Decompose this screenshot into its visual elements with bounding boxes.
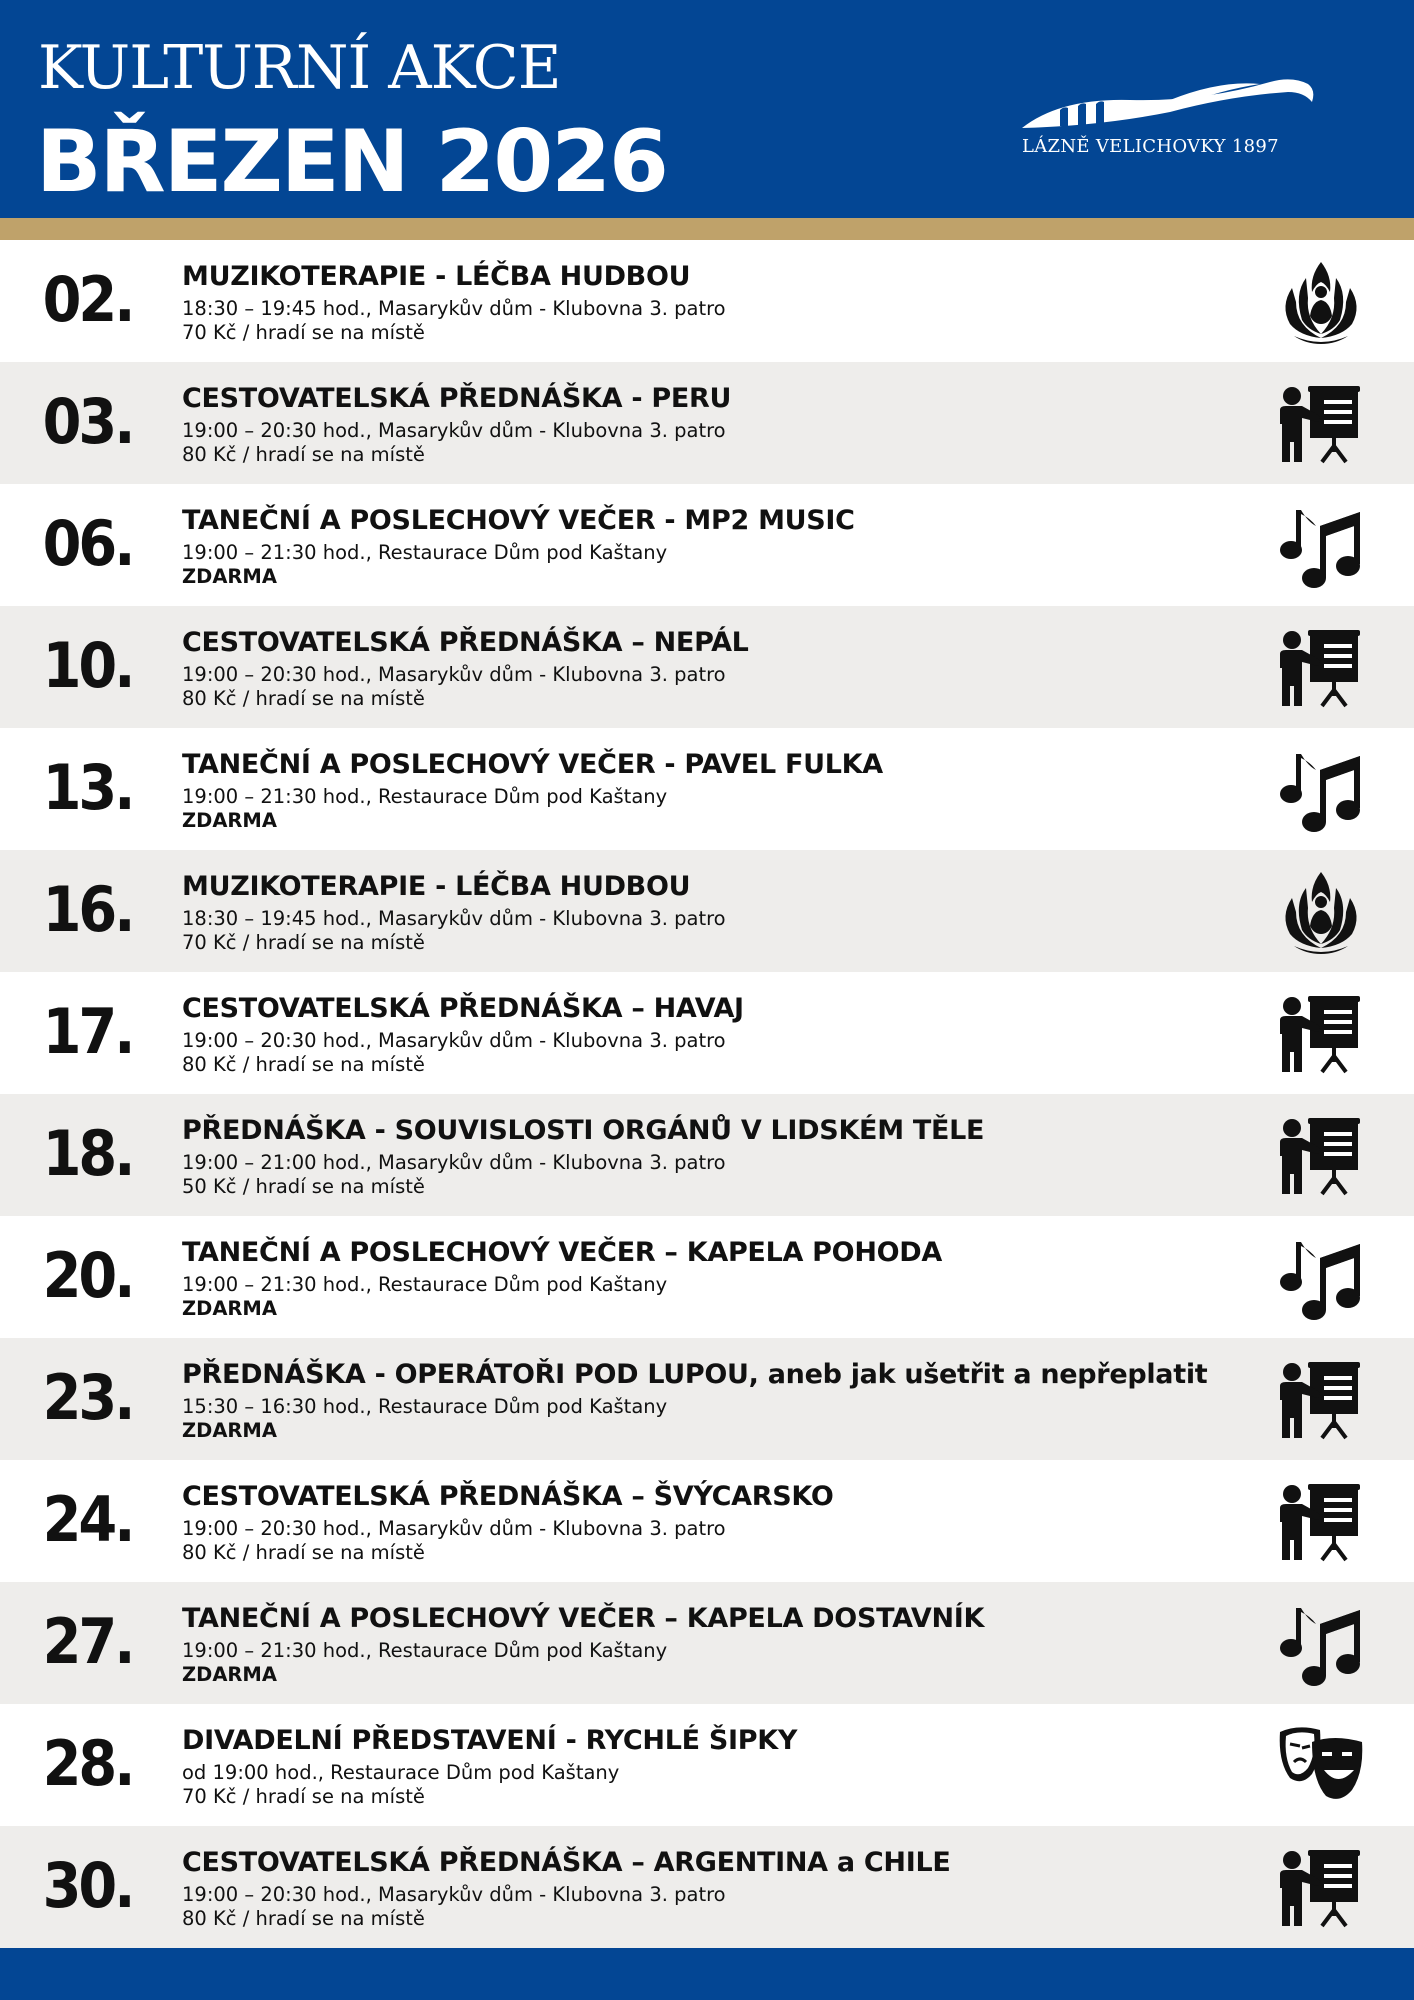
event-time-place: 19:00 – 20:30 hod., Masarykův dům - Klubovna 3. patro <box>182 663 726 686</box>
event-time-place: 19:00 – 21:30 hod., Restaurace Dům pod Kaštany <box>182 1639 668 1662</box>
event-price: 80 Kč / hradí se na místě <box>182 687 425 710</box>
event-price: 80 Kč / hradí se na místě <box>182 1053 425 1076</box>
event-row <box>0 1216 1414 1338</box>
event-title: TANEČNÍ A POSLECHOVÝ VEČER – KAPELA POHODA <box>182 1237 942 1268</box>
event-time-place: 19:00 – 21:30 hod., Restaurace Dům pod Kaštany <box>182 1273 668 1296</box>
event-row <box>0 362 1414 484</box>
lotus-meditation-icon <box>1276 868 1366 958</box>
event-price: 80 Kč / hradí se na místě <box>182 443 425 466</box>
event-title: PŘEDNÁŠKA - OPERÁTOŘI POD LUPOU, aneb jak ušetřit a nepřeplatit <box>182 1359 1208 1390</box>
event-price: ZDARMA <box>182 565 277 588</box>
presentation-icon <box>1276 1356 1366 1446</box>
event-title: CESTOVATELSKÁ PŘEDNÁŠKA – ARGENTINA a CHILE <box>182 1847 951 1878</box>
gold-divider <box>0 218 1414 240</box>
presentation-icon <box>1276 1112 1366 1202</box>
event-title: CESTOVATELSKÁ PŘEDNÁŠKA – HAVAJ <box>182 993 744 1024</box>
events-list <box>0 240 1414 1948</box>
music-notes-icon <box>1276 1600 1366 1690</box>
logo-waves-icon <box>1020 70 1320 134</box>
event-price: 70 Kč / hradí se na místě <box>182 321 425 344</box>
music-notes-icon <box>1276 746 1366 836</box>
music-notes-icon <box>1276 502 1366 592</box>
logo <box>1020 70 1320 170</box>
event-day: 18. <box>42 1117 133 1190</box>
event-time-place: 19:00 – 20:30 hod., Masarykův dům - Klubovna 3. patro <box>182 1517 726 1540</box>
event-price: 80 Kč / hradí se na místě <box>182 1541 425 1564</box>
event-day: 10. <box>42 629 133 702</box>
event-day: 03. <box>42 385 133 458</box>
event-row <box>0 1826 1414 1948</box>
event-day: 27. <box>42 1605 133 1678</box>
event-time-place: 19:00 – 21:30 hod., Restaurace Dům pod Kaštany <box>182 785 668 808</box>
event-title: CESTOVATELSKÁ PŘEDNÁŠKA – NEPÁL <box>182 627 749 658</box>
event-row <box>0 728 1414 850</box>
presentation-icon <box>1276 624 1366 714</box>
event-row <box>0 606 1414 728</box>
lotus-meditation-icon <box>1276 258 1366 348</box>
event-title: MUZIKOTERAPIE - LÉČBA HUDBOU <box>182 871 691 902</box>
event-price: ZDARMA <box>182 1663 277 1686</box>
event-row <box>0 1704 1414 1826</box>
event-row <box>0 1094 1414 1216</box>
event-title: TANEČNÍ A POSLECHOVÝ VEČER – KAPELA DOSTAVNÍK <box>182 1603 985 1634</box>
event-time-place: 19:00 – 21:30 hod., Restaurace Dům pod Kaštany <box>182 541 668 564</box>
event-price: 70 Kč / hradí se na místě <box>182 1785 425 1808</box>
event-row <box>0 1460 1414 1582</box>
event-time-place: 19:00 – 20:30 hod., Masarykův dům - Klubovna 3. patro <box>182 1883 726 1906</box>
theater-masks-icon <box>1276 1722 1366 1812</box>
event-time-place: 15:30 – 16:30 hod., Restaurace Dům pod Kaštany <box>182 1395 668 1418</box>
event-price: ZDARMA <box>182 809 277 832</box>
event-title: CESTOVATELSKÁ PŘEDNÁŠKA – ŠVÝCARSKO <box>182 1481 834 1512</box>
event-price: ZDARMA <box>182 1419 277 1442</box>
event-day: 28. <box>42 1727 133 1800</box>
event-day: 06. <box>42 507 133 580</box>
event-day: 17. <box>42 995 133 1068</box>
event-row <box>0 1582 1414 1704</box>
event-row <box>0 240 1414 362</box>
event-row <box>0 972 1414 1094</box>
event-price: 70 Kč / hradí se na místě <box>182 931 425 954</box>
event-time-place: 19:00 – 20:30 hod., Masarykův dům - Klubovna 3. patro <box>182 1029 726 1052</box>
page-title: BŘEZEN 2026 <box>36 112 667 212</box>
event-row <box>0 484 1414 606</box>
event-time-place: 19:00 – 21:00 hod., Masarykův dům - Klubovna 3. patro <box>182 1151 726 1174</box>
music-notes-icon <box>1276 1234 1366 1324</box>
event-title: MUZIKOTERAPIE - LÉČBA HUDBOU <box>182 261 691 292</box>
presentation-icon <box>1276 1844 1366 1934</box>
event-day: 02. <box>42 263 133 336</box>
event-title: TANEČNÍ A POSLECHOVÝ VEČER - PAVEL FULKA <box>182 749 883 780</box>
event-row <box>0 850 1414 972</box>
event-title: DIVADELNÍ PŘEDSTAVENÍ - RYCHLÉ ŠIPKY <box>182 1725 798 1756</box>
presentation-icon <box>1276 380 1366 470</box>
event-price: 50 Kč / hradí se na místě <box>182 1175 425 1198</box>
event-day: 24. <box>42 1483 133 1556</box>
event-day: 30. <box>42 1849 133 1922</box>
event-time-place: 18:30 – 19:45 hod., Masarykův dům - Klubovna 3. patro <box>182 907 726 930</box>
event-day: 13. <box>42 751 133 824</box>
presentation-icon <box>1276 1478 1366 1568</box>
header-banner <box>0 0 1414 218</box>
event-time-place: 18:30 – 19:45 hod., Masarykův dům - Klubovna 3. patro <box>182 297 726 320</box>
footer-bar <box>0 1948 1414 2000</box>
event-day: 23. <box>42 1361 133 1434</box>
event-time-place: 19:00 – 20:30 hod., Masarykův dům - Klubovna 3. patro <box>182 419 726 442</box>
event-day: 16. <box>42 873 133 946</box>
event-title: TANEČNÍ A POSLECHOVÝ VEČER - MP2 MUSIC <box>182 505 855 536</box>
event-title: CESTOVATELSKÁ PŘEDNÁŠKA - PERU <box>182 383 732 414</box>
presentation-icon <box>1276 990 1366 1080</box>
event-time-place: od 19:00 hod., Restaurace Dům pod Kaštany <box>182 1761 620 1784</box>
logo-text: LÁZNĚ VELICHOVKY 1897 <box>1022 136 1279 157</box>
event-row <box>0 1338 1414 1460</box>
event-day: 20. <box>42 1239 133 1312</box>
event-price: 80 Kč / hradí se na místě <box>182 1907 425 1930</box>
event-title: PŘEDNÁŠKA - SOUVISLOSTI ORGÁNŮ V LIDSKÉM TĚLE <box>182 1115 985 1146</box>
header-kicker: KULTURNÍ AKCE <box>38 33 561 103</box>
event-price: ZDARMA <box>182 1297 277 1320</box>
